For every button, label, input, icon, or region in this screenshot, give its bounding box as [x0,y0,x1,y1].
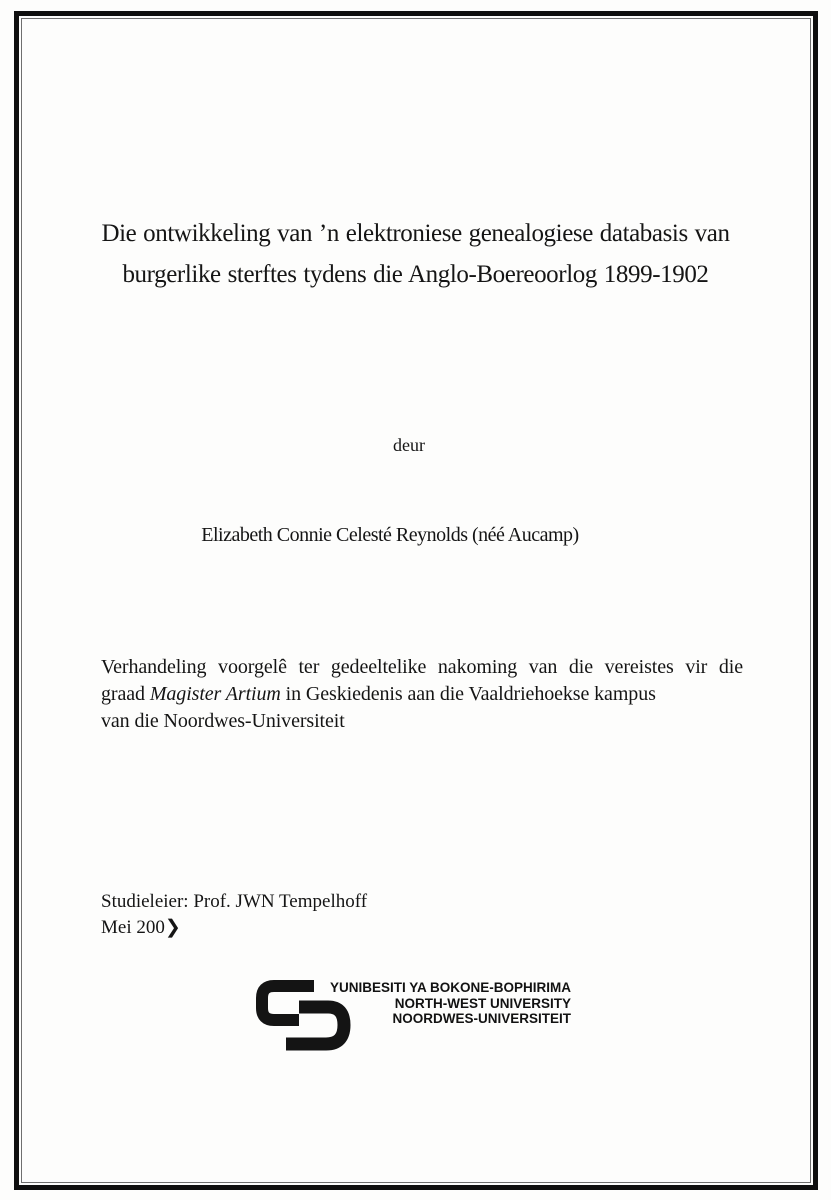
submission-statement [101,654,743,735]
date-line: Mei 200❯ [101,917,181,938]
statement-line3: van die Noordwes-Universiteit [101,710,345,732]
statement-line2-prefix: graad [101,683,150,705]
nwu-logo-wordmark [318,980,571,1027]
thesis-title [0,213,831,295]
byline-word: deur [393,435,425,455]
author-name: Elizabeth Connie Celesté Reynolds (néé Aucamp) [201,524,579,546]
nwu-name-english: NORTH-WEST UNIVERSITY [394,995,571,1011]
statement-line1: Verhandeling voorgelê ter gedeeltelike nakoming van die vereistes vir die [101,656,743,678]
nwu-name-afrikaans: NOORDWES-UNIVERSITEIT [392,1011,571,1026]
thesis-title-line1: Die ontwikkeling van ’n elektroniese genealogiese databasis van [101,220,730,247]
supervisor-line: Studieleier: Prof. JWN Tempelhoff [101,891,368,912]
statement-degree-name: Magister Artium [149,683,281,705]
statement-line2 [101,681,743,708]
thesis-title-line2: burgerlike sterftes tydens die Anglo-Boereoorlog 1899-1902 [122,261,709,288]
supervisor-block [101,889,367,941]
nwu-name-setswana: YUNIBESITI YA BOKONE-BOPHIRIMA [329,980,571,995]
statement-line2-suffix: in Geskiedenis aan die Vaaldriehoekse kampus [280,683,656,705]
